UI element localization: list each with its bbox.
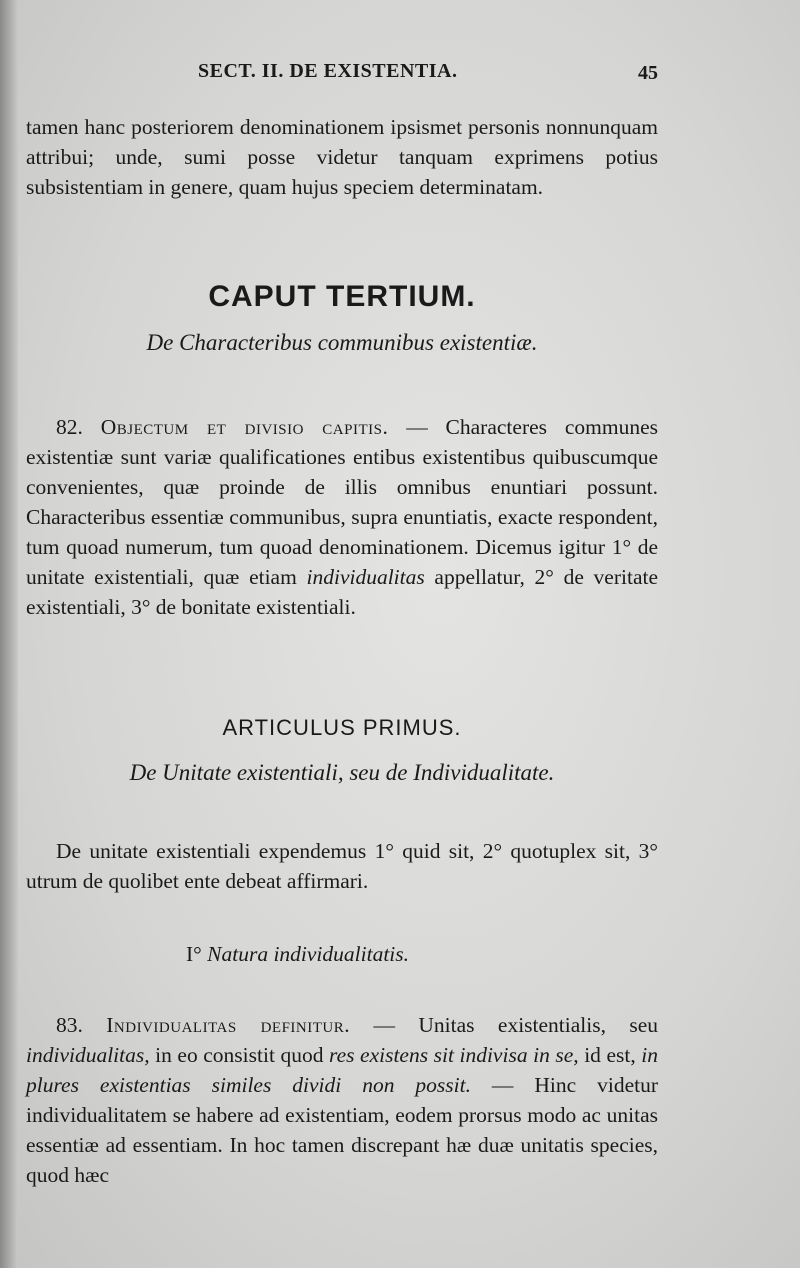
section-83-italic-2: res existens sit indivisa in se, — [329, 1043, 579, 1067]
article-intro-block — [26, 836, 658, 896]
section-82-heading: Objectum et divisio capitis. — [100, 415, 389, 439]
section-83-paragraph — [26, 1010, 658, 1190]
section-83-text-2: in eo consistit quod — [149, 1043, 330, 1067]
section-82-text-1: Characteres communes existentiæ sunt variæ qualificationes entibus existentibus quibuscumque convenientes, quæ proinde de illis omnibus enuntiari possunt. Characteribus essentiæ communibus, supra enuntiatis, exacte respondent, tum quoad numerum, tum quoad denominationem. Dicemus igitur 1° de unitate existentiali, quæ etiam — [26, 415, 659, 589]
article-subtitle: De Unitate existentiali, seu de Individualitate. — [129, 760, 555, 785]
page-gutter-shadow — [0, 0, 18, 1268]
chapter-title: CAPUT TERTIUM. — [208, 280, 476, 313]
article-intro-paragraph — [26, 836, 658, 896]
section-82-paragraph — [26, 412, 658, 622]
section-83-text-4: — Hinc videtur individualitatem se habere ad existentiam, eodem prorsus modo ac unitas essentiæ ad essentiam. In hoc tamen discrepant hæ duæ unitatis species, quod hæc — [26, 1073, 658, 1187]
section-82-dash: — — [388, 415, 446, 439]
section-83-italic-3: in plures existentias similes dividi non possit. — [26, 1043, 658, 1097]
page-number: 45 — [638, 62, 658, 84]
subsection-numeral: I° — [186, 942, 202, 966]
subsection-heading — [26, 942, 658, 967]
subsection-title: Natura individualitatis. — [207, 942, 410, 966]
section-82-number: 82. — [56, 415, 83, 439]
section-82-text-2: appellatur, 2° de veritate existentiali, 3° de bonitate existentiali. — [26, 565, 659, 619]
section-82-italic-1: individualitas — [306, 565, 425, 589]
section-83-text-1: Unitas existentialis, seu — [418, 1013, 659, 1037]
section-83-heading: Individualitas definitur. — [106, 1013, 351, 1037]
intro-paragraph-block — [26, 112, 658, 202]
section-83 — [26, 1010, 658, 1190]
article-title: ARTICULUS PRIMUS. — [222, 715, 462, 740]
running-header-title: SECT. II. DE EXISTENTIA. — [198, 60, 458, 82]
section-83-text-3: id est, — [578, 1043, 642, 1067]
article-intro-text: De unitate existentiali expendemus 1° quid sit, 2° quotuplex sit, 3° utrum de quolibet ente debeat affirmari. — [26, 839, 658, 893]
section-82 — [26, 412, 658, 622]
running-header — [26, 58, 658, 88]
section-83-italic-1: individualitas, — [26, 1043, 150, 1067]
intro-paragraph: tamen hanc posteriorem denominationem ipsismet personis nonnunquam attribui; unde, sumi posse videtur tanquam exprimens potius subsistentiam in genere, quam hujus speciem determinatam. — [26, 115, 658, 199]
section-83-number: 83. — [56, 1013, 83, 1037]
chapter-subtitle: De Characteribus communibus existentiæ. — [146, 330, 538, 355]
section-83-dash: — — [350, 1013, 419, 1037]
